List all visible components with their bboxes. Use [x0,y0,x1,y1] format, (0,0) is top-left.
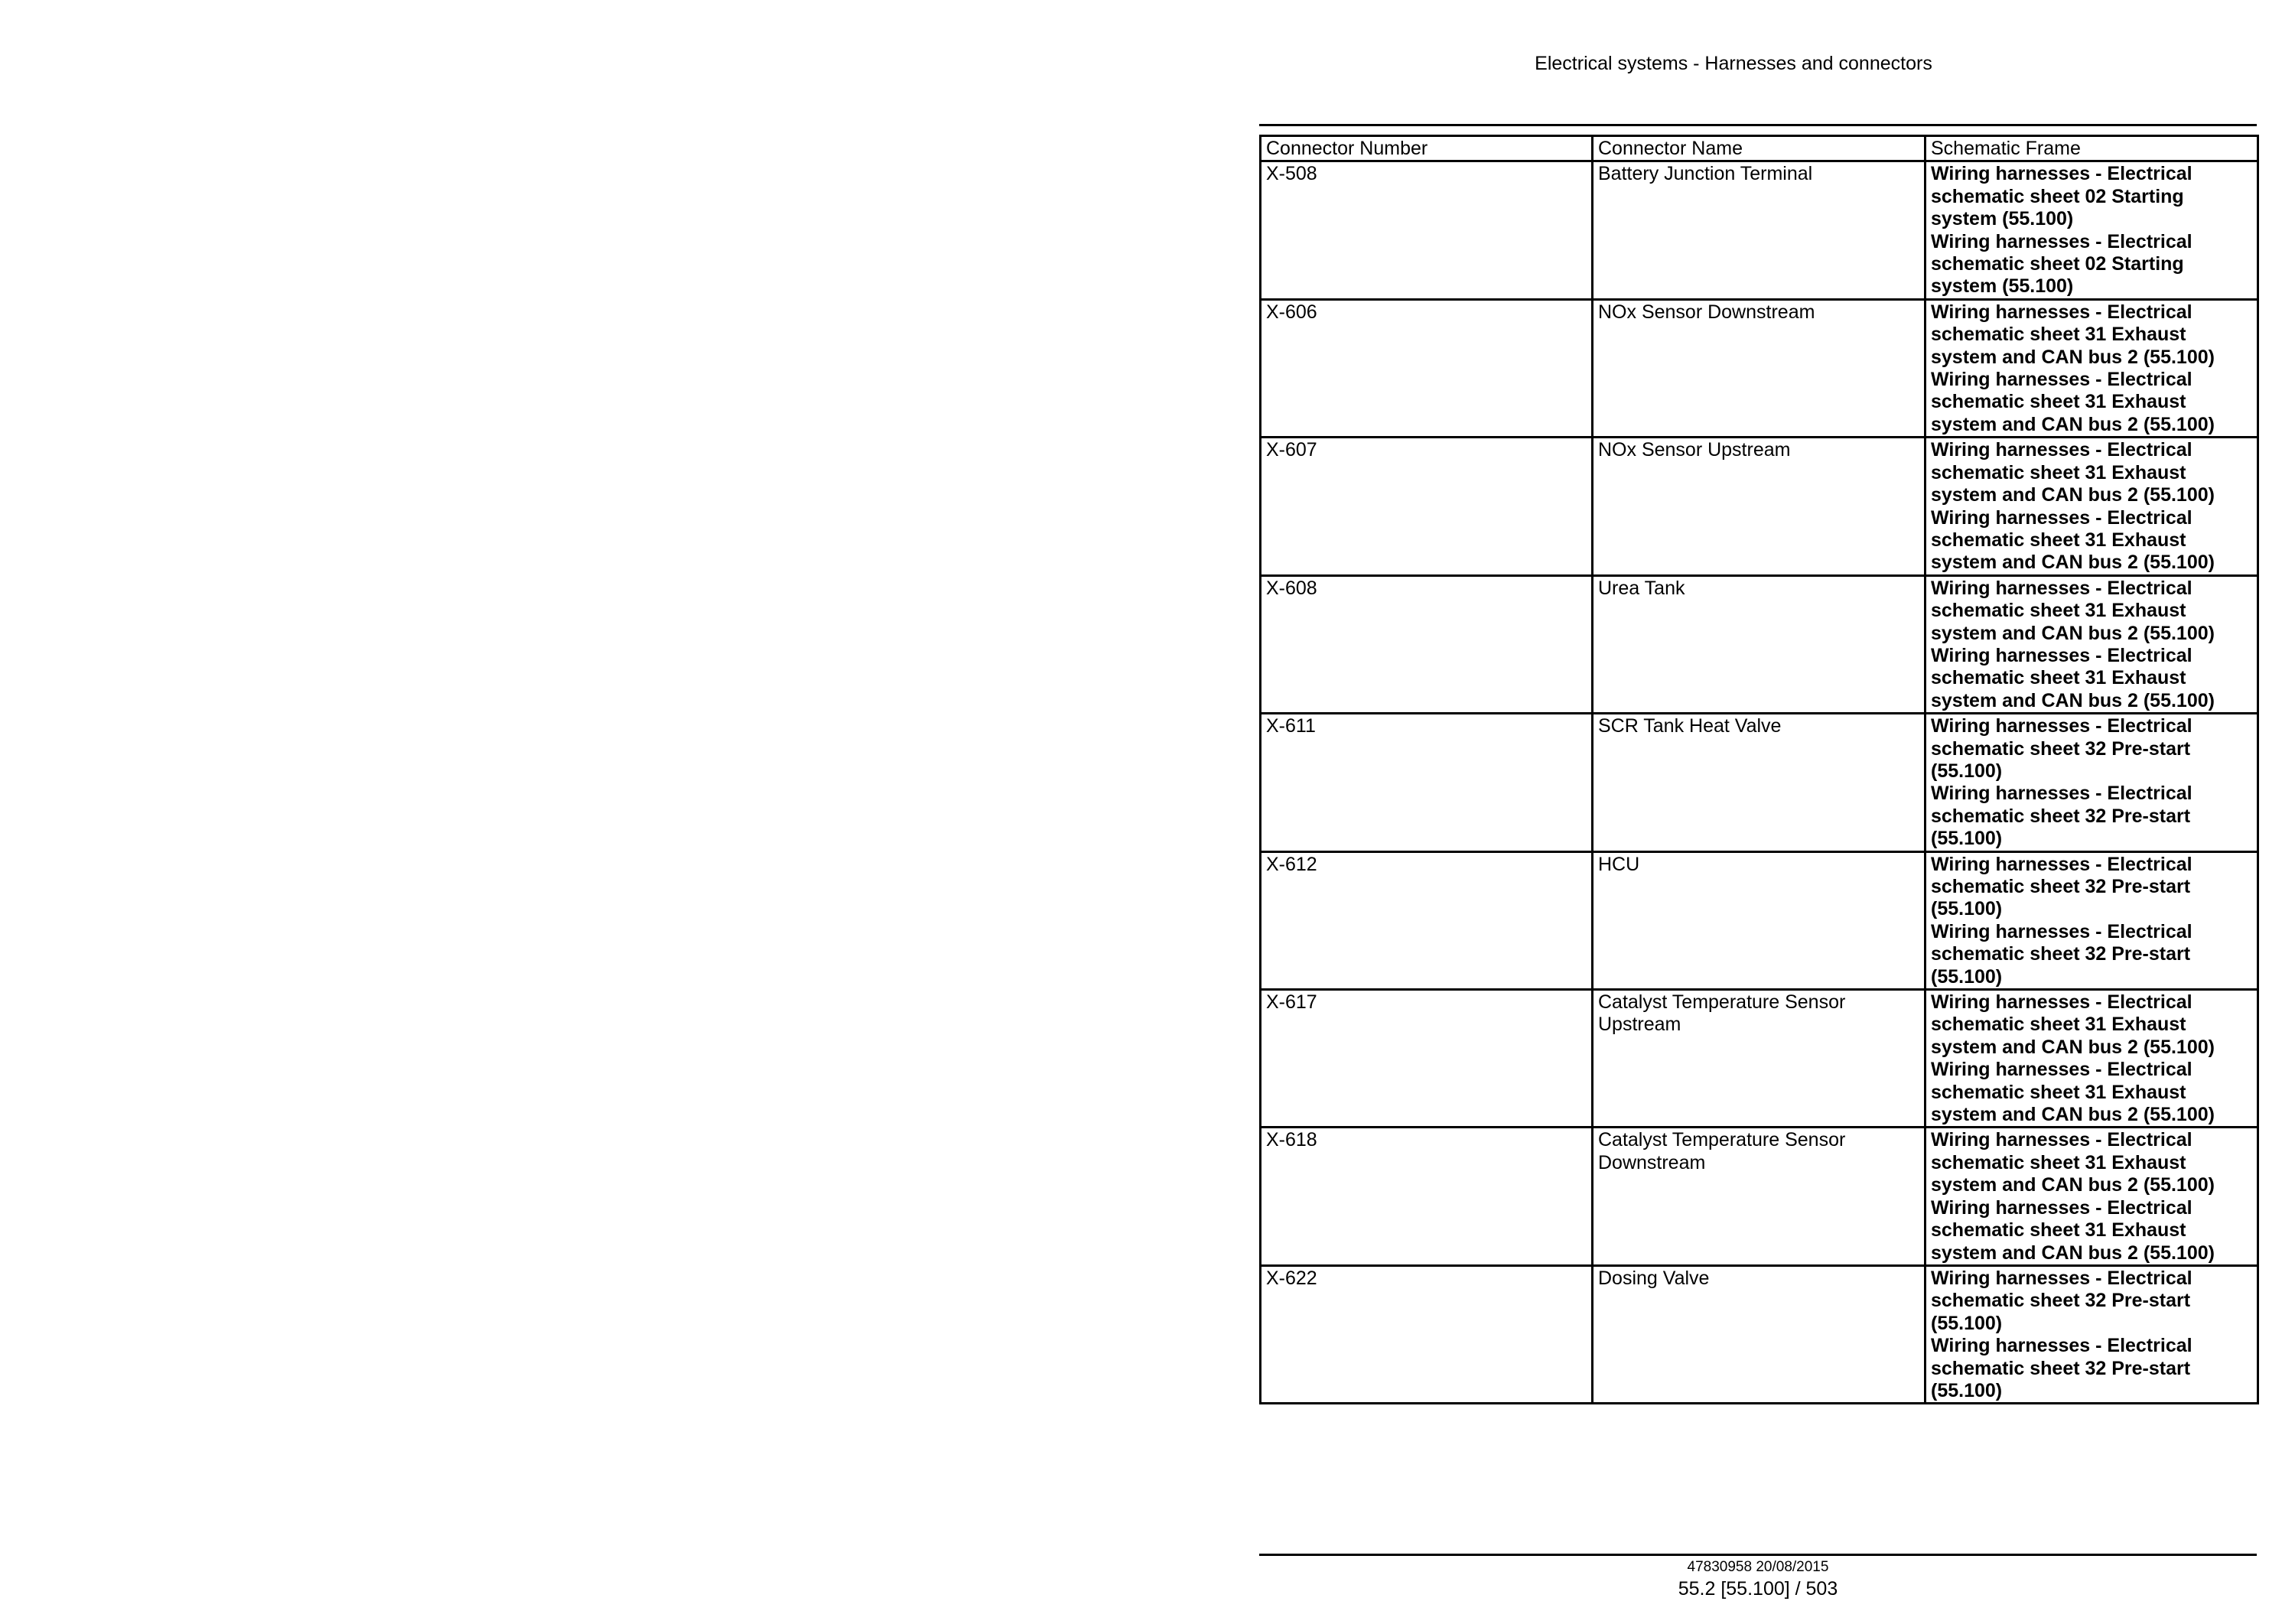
connector-name-cell: Catalyst Temperature Sensor Downstream [1593,1128,1926,1265]
table-row [1261,1128,2258,1265]
schematic-frame-link[interactable]: Wiring harnesses - Electrical schematic sheet 02 Starting system (55.100) [1931,163,2192,230]
connector-name-cell: Urea Tank [1593,575,1926,713]
schematic-frame-link[interactable]: Wiring harnesses - Electrical schematic sheet 32 Pre-start (55.100) [1931,920,2192,988]
schematic-frame-link[interactable]: Wiring harnesses - Electrical schematic sheet 02 Starting system (55.100) [1931,230,2192,298]
connector-name-cell: Catalyst Temperature Sensor Upstream [1593,990,1926,1128]
schematic-frame-link[interactable]: Wiring harnesses - Electrical schematic sheet 31 Exhaust system and CAN bus 2 (55.100) [1931,439,2215,506]
schematic-frame-link[interactable]: Wiring harnesses - Electrical schematic sheet 31 Exhaust system and CAN bus 2 (55.100) [1931,301,2215,368]
column-header-schematic-frame: Schematic Frame [1926,136,2258,161]
connector-number-cell: X-508 [1261,161,1593,299]
table-row [1261,851,2258,989]
table-row [1261,990,2258,1128]
schematic-frame-link[interactable]: Wiring harnesses - Electrical schematic sheet 31 Exhaust system and CAN bus 2 (55.100) [1931,1059,2215,1126]
connector-name-cell: SCR Tank Heat Valve [1593,714,1926,851]
connector-name-cell: NOx Sensor Upstream [1593,438,1926,575]
connector-number-cell: X-607 [1261,438,1593,575]
connector-name-cell: Dosing Valve [1593,1265,1926,1403]
connector-name-cell: Battery Junction Terminal [1593,161,1926,299]
schematic-frame-link[interactable]: Wiring harnesses - Electrical schematic sheet 31 Exhaust system and CAN bus 2 (55.100) [1931,506,2215,574]
schematic-frame-link[interactable]: Wiring harnesses - Electrical schematic sheet 31 Exhaust system and CAN bus 2 (55.100) [1931,577,2215,644]
connector-table-body [1261,161,2258,1404]
table-row [1261,438,2258,575]
schematic-frame-link[interactable]: Wiring harnesses - Electrical schematic sheet 31 Exhaust system and CAN bus 2 (55.100) [1931,369,2215,435]
connector-name-cell: NOx Sensor Downstream [1593,299,1926,437]
connector-number-cell: X-622 [1261,1265,1593,1403]
column-header-connector-number: Connector Number [1261,136,1593,161]
schematic-frame-link[interactable]: Wiring harnesses - Electrical schematic sheet 32 Pre-start (55.100) [1931,783,2192,850]
schematic-frame-cell [1926,1265,2258,1403]
connector-number-cell: X-618 [1261,1128,1593,1265]
schematic-frame-link[interactable]: Wiring harnesses - Electrical schematic sheet 32 Pre-start (55.100) [1931,1335,2192,1401]
schematic-frame-cell [1926,714,2258,851]
schematic-frame-link[interactable]: Wiring harnesses - Electrical schematic sheet 32 Pre-start (55.100) [1931,1267,2192,1334]
page-header-title: Electrical systems - Harnesses and connectors [1535,53,1932,74]
table-row [1261,299,2258,437]
schematic-frame-cell [1926,851,2258,989]
table-row [1261,161,2258,299]
schematic-frame-cell [1926,161,2258,299]
connector-number-cell: X-608 [1261,575,1593,713]
schematic-frame-cell [1926,1128,2258,1265]
footer-divider [1259,1554,2257,1556]
connector-number-cell: X-606 [1261,299,1593,437]
connector-name-cell: HCU [1593,851,1926,989]
schematic-frame-cell [1926,575,2258,713]
schematic-frame-cell [1926,438,2258,575]
schematic-frame-link[interactable]: Wiring harnesses - Electrical schematic sheet 32 Pre-start (55.100) [1931,715,2192,782]
table-row [1261,714,2258,851]
connector-number-cell: X-612 [1261,851,1593,989]
schematic-frame-link[interactable]: Wiring harnesses - Electrical schematic sheet 31 Exhaust system and CAN bus 2 (55.100) [1931,1129,2215,1196]
schematic-frame-link[interactable]: Wiring harnesses - Electrical schematic sheet 31 Exhaust system and CAN bus 2 (55.100) [1931,644,2215,711]
document-reference: 47830958 20/08/2015 [1687,1559,1829,1575]
schematic-frame-cell [1926,990,2258,1128]
connector-number-cell: X-611 [1261,714,1593,851]
table-row [1261,1265,2258,1403]
schematic-frame-link[interactable]: Wiring harnesses - Electrical schematic sheet 32 Pre-start (55.100) [1931,853,2192,920]
schematic-frame-link[interactable]: Wiring harnesses - Electrical schematic sheet 31 Exhaust system and CAN bus 2 (55.100) [1931,991,2215,1058]
header-divider [1259,124,2257,126]
table-row [1261,575,2258,713]
connector-table [1259,135,2259,1404]
schematic-frame-link[interactable]: Wiring harnesses - Electrical schematic sheet 31 Exhaust system and CAN bus 2 (55.100) [1931,1196,2215,1264]
page-number: 55.2 [55.100] / 503 [1678,1578,1838,1600]
schematic-frame-cell [1926,299,2258,437]
column-header-connector-name: Connector Name [1593,136,1926,161]
connector-number-cell: X-617 [1261,990,1593,1128]
table-header-row [1261,136,2258,161]
